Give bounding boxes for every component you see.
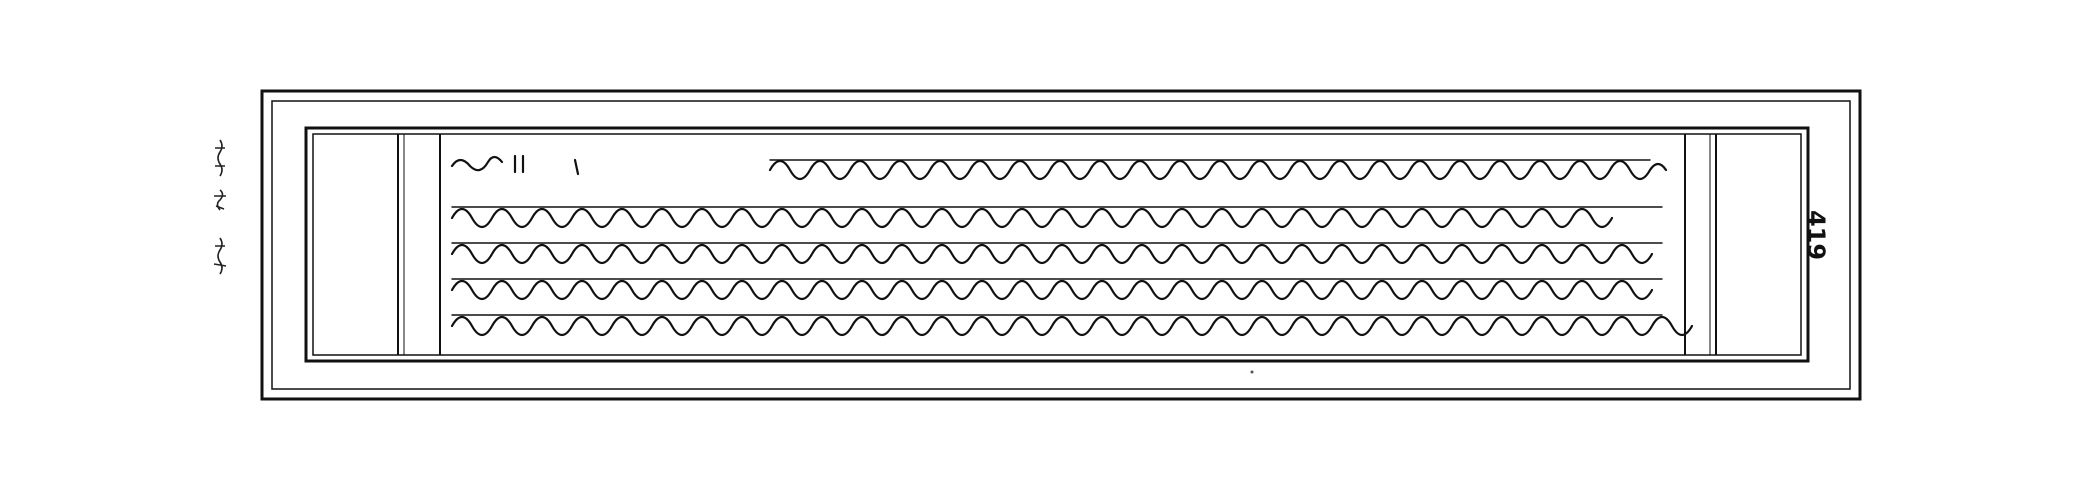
right-margin-panel bbox=[1685, 134, 1716, 355]
text-line-1 bbox=[452, 156, 1666, 179]
text-line-2 bbox=[452, 207, 1662, 227]
ink-speck bbox=[1251, 371, 1254, 374]
text-line-5 bbox=[452, 315, 1692, 335]
text-line-4 bbox=[452, 279, 1662, 299]
text-line-3 bbox=[452, 243, 1662, 263]
left-margin-panel bbox=[398, 134, 440, 355]
marginal-title bbox=[214, 140, 226, 274]
page-number: 419 bbox=[1802, 209, 1830, 261]
